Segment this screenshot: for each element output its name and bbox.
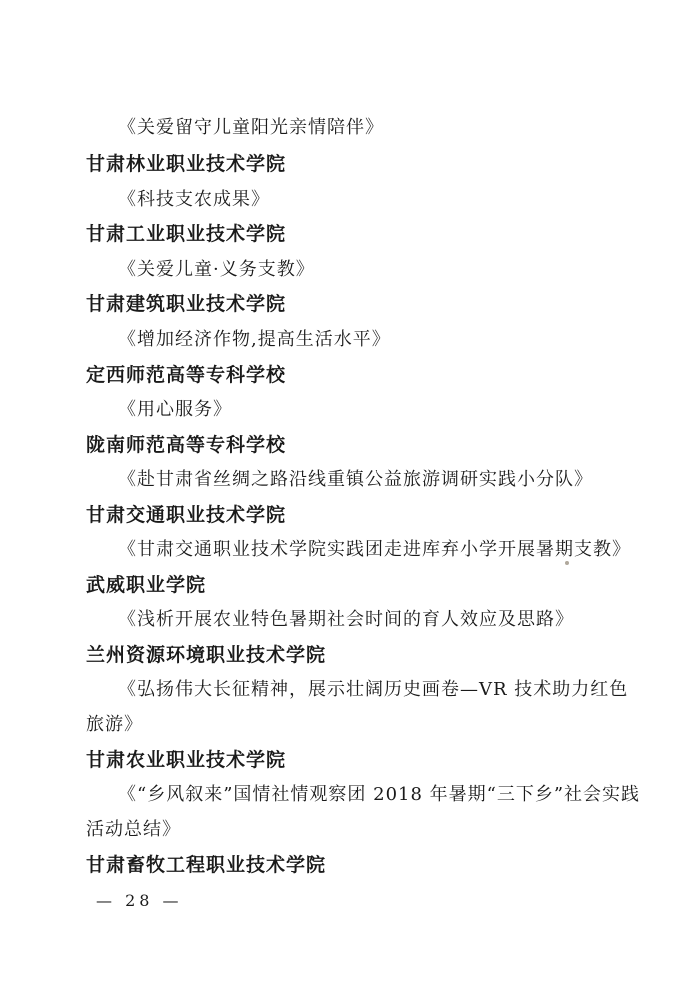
project-title: 《用心服务》 (118, 399, 232, 420)
project-title: 《浅析开展农业特色暑期社会时间的育人效应及思路》 (118, 609, 574, 630)
school-name: 武威职业学院 (86, 574, 207, 596)
project-title-continuation: 旅游》 (86, 714, 143, 735)
school-name: 甘肃交通职业技术学院 (86, 504, 287, 526)
scan-speck (565, 561, 569, 565)
project-title: 《甘肃交通职业技术学院实践团走进库弃小学开展暑期支教》 (118, 539, 631, 560)
school-name: 甘肃畜牧工程职业技术学院 (86, 854, 327, 876)
school-name: 甘肃工业职业技术学院 (86, 223, 287, 245)
project-title: 《“乡风叙来”国情社情观察团 2018 年暑期“三下乡”社会实践 (118, 784, 641, 805)
school-name: 陇南师范高等专科学校 (86, 434, 287, 456)
school-name: 甘肃农业职业技术学院 (86, 749, 287, 771)
project-title: 《关爱留守儿童阳光亲情陪伴》 (118, 117, 384, 138)
school-name: 甘肃林业职业技术学院 (86, 153, 287, 175)
project-title-continuation: 活动总结》 (86, 819, 181, 840)
school-name: 甘肃建筑职业技术学院 (86, 293, 287, 315)
project-title: 《增加经济作物,提高生活水平》 (118, 329, 391, 350)
page-number: — 28 — (96, 891, 183, 910)
school-name: 兰州资源环境职业技术学院 (86, 644, 327, 666)
project-title: 《关爱儿童·义务支教》 (118, 259, 315, 280)
school-name: 定西师范高等专科学校 (86, 364, 287, 386)
project-title: 《赴甘肃省丝绸之路沿线重镇公益旅游调研实践小分队》 (118, 469, 593, 490)
project-title: 《科技支农成果》 (118, 189, 270, 210)
project-title: 《弘扬伟大长征精神，展示壮阔历史画卷—VR 技术助力红色 (118, 679, 629, 700)
